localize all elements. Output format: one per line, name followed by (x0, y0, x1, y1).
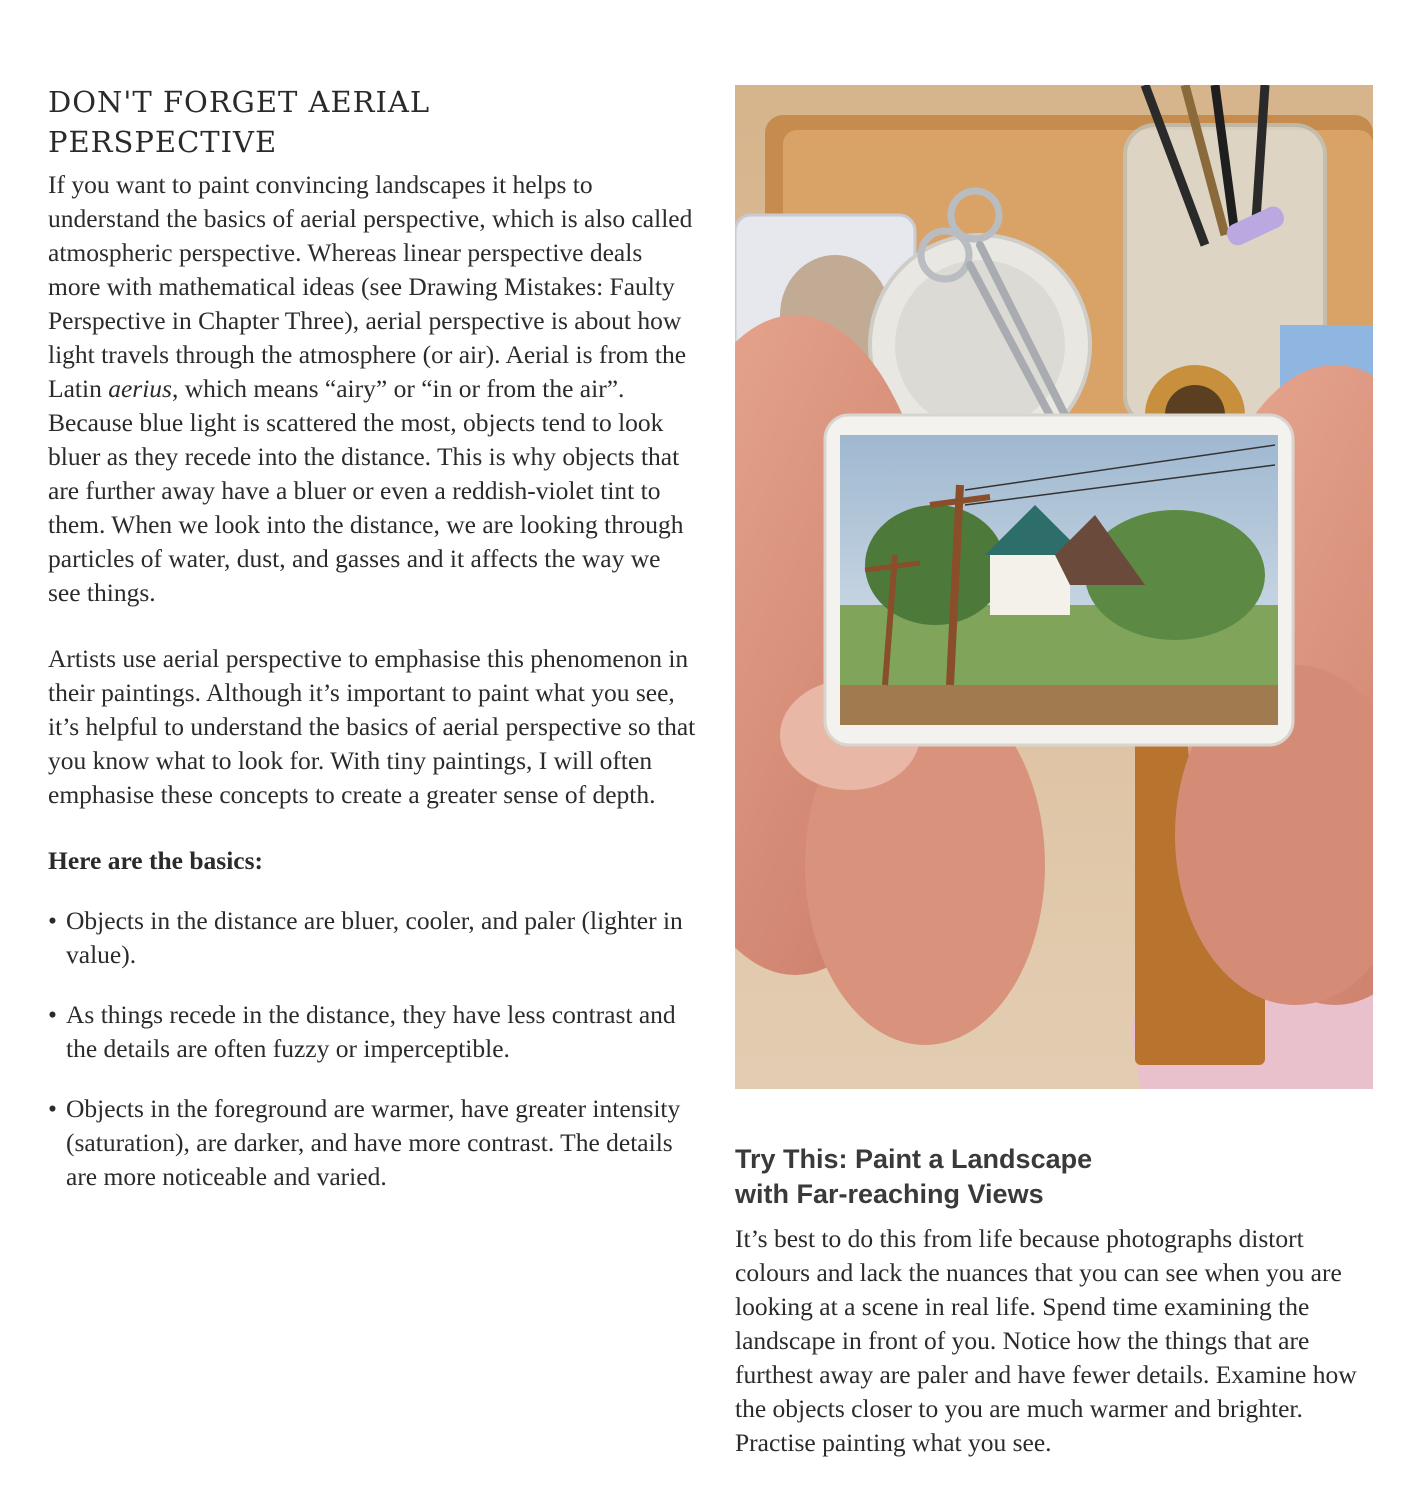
photo-hand-holding-miniature-painting (735, 85, 1373, 1089)
bullet-item (48, 998, 698, 1066)
intro-text-end: , which means “airy” or “in or from the air”. Because blue light is scattered the most, objects tend to look bluer as they recede into the distance. This is why objects that are further away have a bluer or even a reddish-violet tint to them. When we look into the distance, we are looking through particles of water, dust, and gasses and it affects the way we see things. (48, 374, 684, 607)
bullet-item (48, 1092, 698, 1194)
intro-paragraph (48, 168, 698, 610)
bullet-text: As things recede in the distance, they have less contrast and the details are often fuzzy or imperceptible. (66, 1000, 676, 1063)
try-this-title-line2: with Far-reaching Views (735, 1179, 1044, 1209)
basics-title: Here are the basics: (48, 846, 264, 875)
bullet-item (48, 904, 698, 972)
bullet-mark: • (48, 906, 57, 935)
try-this-title (735, 1142, 1375, 1212)
second-paragraph: Artists use aerial perspective to emphasise this phenomenon in their paintings. Although it’s important to paint what you see, it’s helpful to understand the basics of aerial perspective so that you know what to look for. With tiny paintings, I will often emphasise these concepts to create a greater sense of depth. (48, 644, 696, 809)
try-this-title-line1: Try This: Paint a Landscape (735, 1144, 1093, 1174)
main-column (48, 82, 698, 1220)
bullet-text: Objects in the foreground are warmer, have greater intensity (saturation), are darker, and have more contrast. The details are more noticeable and varied. (66, 1094, 681, 1191)
intro-text-start: If you want to paint convincing landscapes it helps to understand the basics of aerial perspective, which is also called atmospheric perspective. Whereas linear perspective deals more with mathematical ideas (see Drawing Mistakes: Faulty Perspective in Chapter Three), aerial perspective is about how light travels through the atmosphere (or air). Aerial is from the Latin (48, 170, 693, 403)
try-this-text: It’s best to do this from life because photographs distort colours and lack the nuances that you can see when you are looking at a scene in real life. Spend time examining the landscape in front of you. Notice how the things that are furthest away are paler and have fewer details. Examine how the objects closer to you are much warmer and brighter. Practise painting what you see. (735, 1224, 1357, 1457)
photo-illustration (735, 85, 1373, 1089)
bullet-mark: • (48, 1094, 57, 1123)
page-heading: DON'T FORGET AERIAL PERSPECTIVE (48, 85, 431, 159)
bullet-text: Objects in the distance are bluer, cooler, and paler (lighter in value). (66, 906, 683, 969)
bullet-mark: • (48, 1000, 57, 1029)
intro-italic-term: aerius (108, 374, 172, 403)
